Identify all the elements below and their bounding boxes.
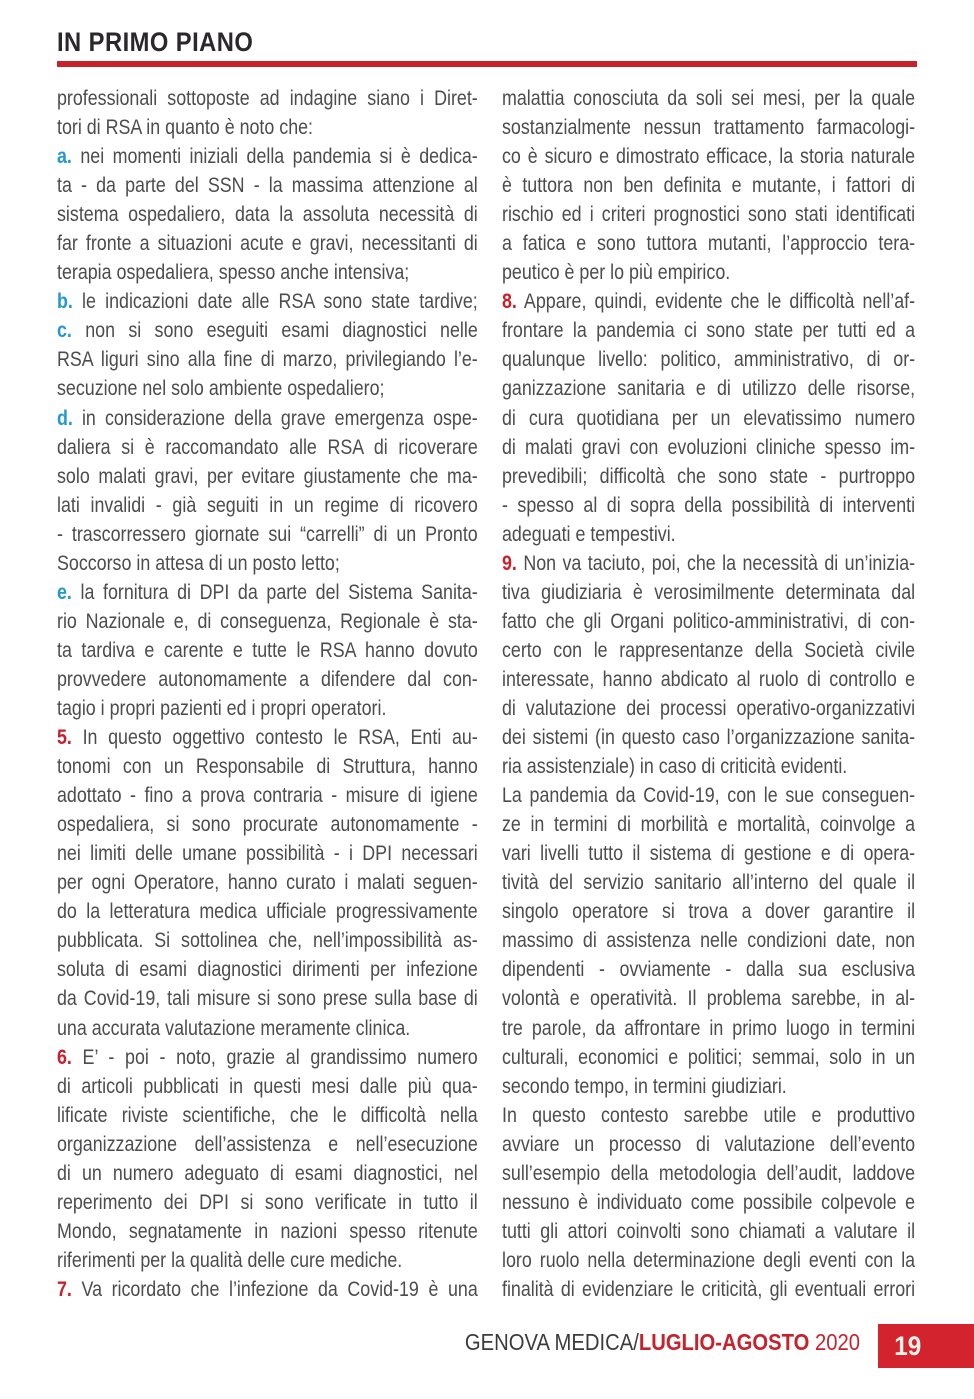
list-letter-marker: a. xyxy=(57,145,72,169)
text-line: lificate riviste scientifiche, che le difficoltà nella xyxy=(57,1103,478,1127)
list-letter-marker: e. xyxy=(57,580,72,604)
text-line: - trascorressero giornate sui “carrelli” di un Pronto xyxy=(57,522,478,546)
text-line: provvedere autonomamente a difendere dal con- xyxy=(57,667,478,691)
text-line: sostanzialmente nessun trattamento farmacologi- xyxy=(502,116,916,140)
text-line: tagio i propri pazienti ed i propri operatori. xyxy=(57,696,387,720)
text-line: In questo contesto sarebbe utile e produttivo xyxy=(502,1103,916,1127)
text-line: tre parole, da affrontare in primo luogo in termini xyxy=(502,1016,916,1040)
list-letter-marker: b. xyxy=(57,290,73,314)
text-line: è tuttora non ben definita e mutante, i fattori di xyxy=(502,174,916,198)
text-line: sistema ospedaliero, data la assoluta necessità di xyxy=(57,203,478,227)
text-line: ospedaliera, si sono procurate autonomamente - xyxy=(57,813,478,837)
text-line: ze in termini di morbilità e mortalità, coinvolge a xyxy=(502,813,916,837)
list-number-marker: 6. xyxy=(57,1045,72,1069)
section-title: IN PRIMO PIANO xyxy=(57,27,254,57)
text-line: riferimenti per la qualità delle cure mediche. xyxy=(57,1248,403,1272)
text-line: per ogni Operatore, hanno curato i malati seguen- xyxy=(57,871,478,895)
text-line: 5. In questo oggettivo contesto le RSA, Enti au- xyxy=(57,726,478,750)
text-line: 7. Va ricordato che l’infezione da Covid-19 è una xyxy=(57,1277,478,1301)
page-number-box xyxy=(878,1324,974,1368)
right-text-column xyxy=(502,84,915,1304)
text-line: ganizzazione sanitaria e di utilizzo delle risorse, xyxy=(502,377,916,401)
text-line: b. le indicazioni date alle RSA sono state tardive; xyxy=(57,290,478,314)
page-number: 19 xyxy=(894,1331,922,1361)
text-line: solo malati gravi, per evitare giustamente che ma- xyxy=(57,464,478,488)
issue-year: 2020 xyxy=(814,1329,860,1355)
list-letter-marker: c. xyxy=(57,319,72,343)
text-line: reperimento dei DPI si sono verificate in tutto il xyxy=(57,1190,478,1214)
text-line: e. la fornitura di DPI da parte del Sistema Sanita- xyxy=(57,580,478,604)
text-line: di valutazione dei processi operativo-organizzativi xyxy=(502,696,916,720)
text-line: - spesso al di sopra della possibilità di interventi xyxy=(502,493,916,517)
text-line: c. non si sono eseguiti esami diagnostici nelle xyxy=(57,319,478,343)
text-line: tonomi con un Responsabile di Struttura, hanno xyxy=(57,755,478,779)
left-text-column xyxy=(57,84,478,1304)
text-line: daliera si è raccomandato alle RSA di ricoverare xyxy=(57,435,478,459)
text-line: da Covid-19, tali misure si sono prese sulla base di xyxy=(57,987,478,1011)
text-line: peutico è per lo più empirico. xyxy=(502,261,731,285)
text-line: adottato - fino a prova contraria - misure di igiene xyxy=(57,784,478,808)
text-line: nessuno è individuato come possibile colpevole e xyxy=(502,1190,916,1214)
text-line: Soccorso in attesa di un posto letto; xyxy=(57,551,340,575)
text-line: sull’esempio della metodologia dell’audit, laddove xyxy=(502,1161,916,1185)
footer-line xyxy=(465,1329,860,1356)
text-line: pubblicata. Si sottolinea che, nell’impossibilità as- xyxy=(57,929,478,953)
text-line: prevedibili; difficoltà che sono state - purtroppo xyxy=(502,464,916,488)
text-line: di malati gravi con evoluzioni cliniche spesso im- xyxy=(502,435,916,459)
list-letter-marker: d. xyxy=(57,406,73,430)
text-line: dei sistemi (in questo caso l’organizzazione sanita- xyxy=(502,726,916,750)
text-line: far fronte a situazioni acute e gravi, necessitanti di xyxy=(57,232,478,256)
text-line: nei limiti delle umane possibilità - i DPI necessari xyxy=(57,842,478,866)
text-line: RSA liguri sino alla fine di marzo, privilegiando l’e- xyxy=(57,348,478,372)
text-line: loro ruolo nella determinazione degli eventi con la xyxy=(502,1248,916,1272)
text-line: a. nei momenti iniziali della pandemia si è dedica- xyxy=(57,145,478,169)
text-line: culturali, economici e politici; semmai, solo in un xyxy=(502,1045,916,1069)
text-line: malattia conosciuta da soli sei mesi, per la quale xyxy=(502,87,916,110)
text-line: rischio ed i criteri prognostici sono stati identificati xyxy=(502,203,916,227)
text-line: ta tardiva e carente e tutte le RSA hanno dovuto xyxy=(57,638,478,662)
text-line: 9. Non va taciuto, poi, che la necessità di un’inizia- xyxy=(502,551,916,575)
text-line: a fatica e sono tuttora mutanti, l’approccio tera- xyxy=(502,232,916,256)
list-number-marker: 9. xyxy=(502,551,517,575)
text-line: do la letteratura medica ufficiale progressivamente xyxy=(57,900,478,924)
text-line: tiva giudiziaria è verosimilmente determinata dal xyxy=(502,580,916,604)
text-line: avviare un processo di valutazione dell’evento xyxy=(502,1132,916,1156)
text-line: una accurata valutazione meramente clinica. xyxy=(57,1016,411,1040)
text-line: certo con le rappresentanze della Società civile xyxy=(502,638,916,662)
text-line: adeguati e tempestivi. xyxy=(502,522,676,546)
list-number-marker: 7. xyxy=(57,1277,72,1301)
text-line: di articoli pubblicati in questi mesi dalle più qua- xyxy=(57,1074,478,1098)
text-line: professionali sottoposte ad indagine siano i Diret- xyxy=(57,87,478,110)
text-line: 6. E’ - poi - noto, grazie al grandissimo numero xyxy=(57,1045,478,1069)
text-line: volontà e operatività. Il problema sarebbe, in al- xyxy=(502,987,916,1011)
text-line: tutti gli attori coinvolti sono chiamati a valutare il xyxy=(502,1219,916,1243)
text-line: d. in considerazione della grave emergenza ospe- xyxy=(57,406,478,430)
text-line: ria assistenziale) in caso di criticità evidenti. xyxy=(502,755,848,779)
text-line: di cura quotidiana per un elevatissimo numero xyxy=(502,406,916,430)
text-line: soluta di esami diagnostici dirimenti per infezione xyxy=(57,958,478,982)
text-line: qualunque livello: politico, amministrativo, di or- xyxy=(502,348,916,372)
list-number-marker: 5. xyxy=(57,726,72,750)
issue-label: LUGLIO-AGOSTO xyxy=(638,1329,810,1355)
text-line: massimo di assistenza nelle condizioni date, non xyxy=(502,929,916,953)
text-line: La pandemia da Covid-19, con le sue conseguen- xyxy=(502,784,916,808)
journal-name: GENOVA MEDICA/ xyxy=(464,1329,639,1355)
text-line: vari livelli tutto il sistema di gestione e di opera- xyxy=(502,842,916,866)
text-line: organizzazione dell’assistenza e nell’esecuzione xyxy=(57,1132,478,1156)
text-line: 8. Appare, quindi, evidente che le difficoltà nell’af- xyxy=(502,290,916,314)
list-number-marker: 8. xyxy=(502,290,517,314)
text-line: frontare la pandemia ci sono state per tutti ed a xyxy=(502,319,916,343)
text-line: secuzione nel solo ambiente ospedaliero; xyxy=(57,377,385,401)
text-line: rio Nazionale e, di conseguenza, Regionale è sta- xyxy=(57,609,478,633)
text-line: secondo tempo, in termini giudiziari. xyxy=(502,1074,787,1098)
text-line: co è sicuro e dimostrato efficace, la storia naturale xyxy=(502,145,916,169)
text-line: fatto che gli Organi politico-amministrativi, di con- xyxy=(502,609,916,633)
text-line: finalità di evidenziare le criticità, gli eventuali errori xyxy=(502,1277,916,1301)
text-line: ta - da parte del SSN - la massima attenzione al xyxy=(57,174,478,198)
text-line: lati invalidi - già seguiti in un regime di ricovero xyxy=(57,493,478,517)
text-line: interessate, hanno abdicato al ruolo di controllo e xyxy=(502,667,916,691)
text-line: dipendenti - ovviamente - dalla sua esclusiva xyxy=(502,958,916,982)
text-line: di un numero adeguato di esami diagnostici, nel xyxy=(57,1161,478,1185)
text-line: Mondo, segnatamente in nazioni spesso ritenute xyxy=(57,1219,478,1243)
text-line: singolo operatore si trova a dover garantire il xyxy=(502,900,916,924)
header-rule-divider xyxy=(57,61,917,67)
text-line: terapia ospedaliera, spesso anche intensiva; xyxy=(57,261,410,285)
text-line: tività del servizio sanitario all’interno del quale il xyxy=(502,871,916,895)
text-line: tori di RSA in quanto è noto che: xyxy=(57,116,314,140)
